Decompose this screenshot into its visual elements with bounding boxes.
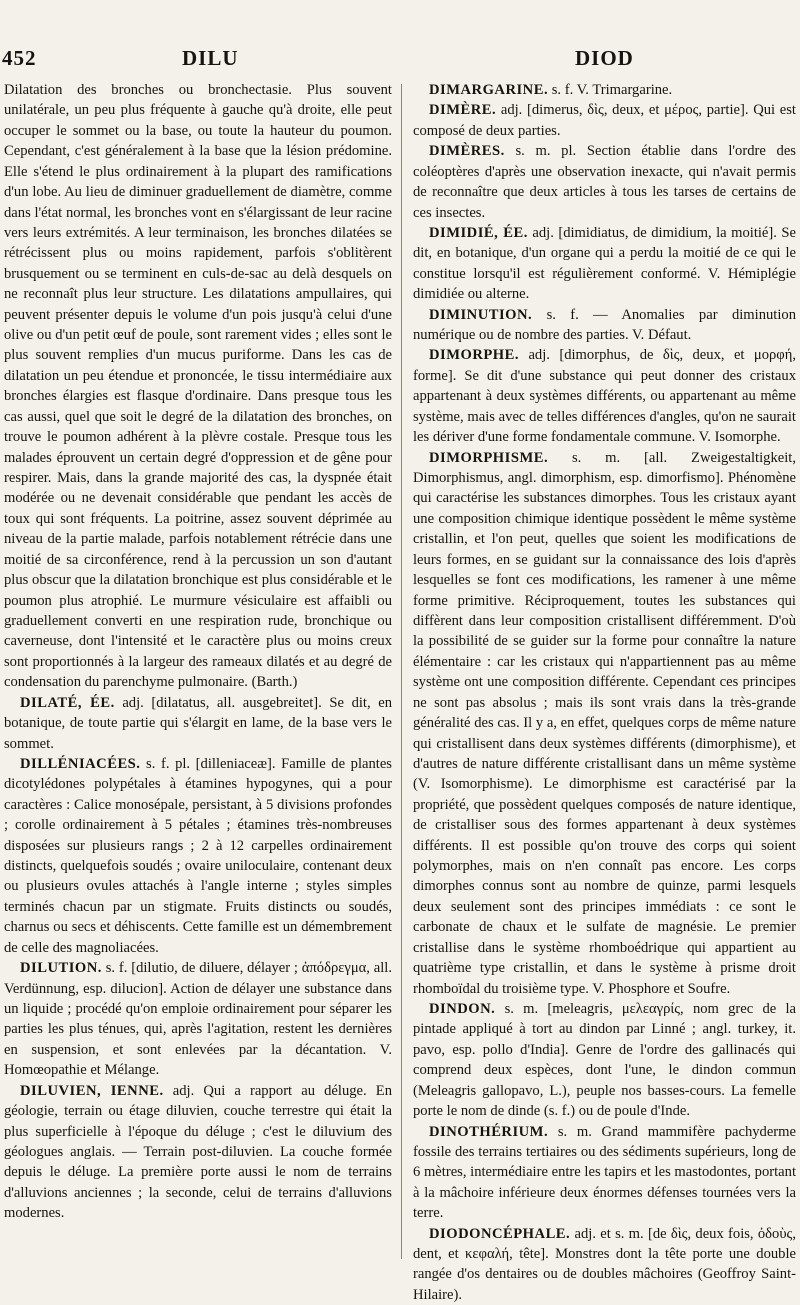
headword: DIMÈRE. [429,102,497,119]
entry-diodoncephale [413,1224,796,1305]
headword: DIMORPHE. [429,347,520,364]
definition: adj. [dimerus, δὶς, deux, et μέρος, partie]. Qui est composé de deux parties. [413,102,796,139]
headword: DIMARGARINE. [429,82,549,98]
entry-dimargarine [413,80,796,100]
headword: DINDON. [429,1000,496,1017]
definition: s. f. pl. [dilleniaceæ]. Famille de plantes dicotylédones polypétales à étamines hypogynes, qui a pour caractères : Calice monosépale, persistant, à 5 divisions profondes ; corolle ordinairement à 5 pétales ; étamines très-nombreuses disposées sur plusieurs rangs ; 2 à 12 carpelles ordinairement distincts, quelquefois soudés ; ovaire uniloculaire, contenant deux ou plusieurs ovules attachés à l'angle interne ; styles simples terminés chacun par un stigmate. Fruits distincts ou soudés, charnus ou secs et déhiscents. Cette famille est un démembrement de celle des magnoliacées. [4,755,392,956]
headword: DILUVIEN, IENNE. [20,1082,164,1099]
entry-dimeres [413,141,796,223]
definition: adj. [dimorphus, de δὶς, deux, et μορφή, forme]. Se dit d'une substance qui peut donner des cristaux appartenant à deux systèmes différents, ou appartenant au même système, mais avec de telles différences d'angles, qu'on ne saurait les dériver d'une forme fondamentale commune. V. Isomorphe. [413,347,796,446]
headword: DIMINUTION. [429,306,533,323]
headword: DIMIDIÉ, ÉE. [429,224,528,241]
guide-word-right: DIOD [575,46,634,70]
entry-dimere [413,100,796,141]
definition: s. m. [meleagris, μελεαγρίς, nom grec de la pintade appliqué à tort au dindon par Linné ; angl. turkey, it. pavo, esp. pollo d'India]. Genre de l'ordre des gallinacés qui comprend deux espèces, dont l'une, le dindon commun (Meleagris gallopavo, L.), peuple nos basses-cours. La femelle porte le nom de dinde (s. f.) ou de poule d'Inde. [413,1000,796,1120]
definition: s. m. pl. Section établie dans l'ordre des coléoptères d'après une observation inexacte, qui n'avait permis de reconnaître que deux articles à tous les tarses de certains de ces insectes. [413,143,796,221]
headword: DILATÉ, ÉE. [20,694,115,711]
definition: s. m. [all. Zweigestaltigkeit, Dimorphismus, angl. dimorphism, esp. dimorfismo]. Phénomène qui caractérise les substances dimorphes. Tous les cristaux ayant une composition chimique identique possèdent le même système cristallin, et l'on peut, quelles que soient les modifications de leurs formes, en se guidant sur la connaissance des lois d'après lesquelles se font ces modifications, les ramener à une même forme primitive. Réciproquement, toutes les substances qui diffèrent dans leur composition cristallisent différemment. D'où la possibilité de se guider sur la forme pour connaître la nature élémentaire : car les cristaux qui n'appartiennent pas au même système ont une composition différente. Cependant ces principes ne sont pas absolus ; mais ils sont vrais dans la très-grande généralité des cas. Il y a, en effet, quelques corps de même nature qui cristallisent dans deux systèmes différents (dimorphisme), et d'autres de nature différente cristallisant dans un même système (V. Isomorphisme). Le dimorphisme est caractérisé par la propriété, que possèdent quelques composés de nature identique, de cristalliser sous des formes appartenant à deux systèmes différents. Il est possible qu'on trouve des corps qui soient polymorphes, mais on n'en connaît pas encore. Les corps dimorphes connus sont au nombre de quinze, parmi lesquels deux seulement sont des principes immédiats : ce sont le carbonate de chaux et le sulfate de magnésie. Le premier cristallise dans le système rhomboédrique qui appartient au quatrième type cristallin, et dans le système à prisme droit rhomboïdal du troisième type. V. Phosphore et Soufre. [413,449,796,997]
definition: adj. [dimidiatus, de dimidium, la moitié]. Se dit, en botanique, d'un organe qui a perdu la moitié de ce qui le constitue lorsqu'il est régulièrement conformé. V. Hémiplégie dimidiée ou alterne. [413,224,797,303]
headword: DIMORPHISME. [429,449,549,466]
definition: adj. [dilatatus, all. ausgebreitet]. Se dit, en botanique, de toute partie qui s'élargit en lame, de la base vers le sommet. [4,694,392,752]
entry-dilate [4,693,392,754]
entry-dilleniacees [4,754,392,958]
running-header [0,46,800,76]
headword: DILLÉNIACÉES. [20,755,141,772]
entry-dimidie [413,223,796,305]
definition: adj. et s. m. [de δὶς, deux fois, ὀδοὺς, dent, et κεφαλή, tête]. Monstres dont la tête porte une double rangée d'os dentaires ou de doubles mâchoires (Geoffroy Saint-Hilaire). [413,1225,796,1303]
entry-dimorphe [413,345,796,447]
entry-dimorphisme [413,448,796,999]
entry-diminution [413,305,796,346]
definition: s. f. V. Trimargarine. [548,82,673,98]
headword: DINOTHÉRIUM. [429,1123,549,1140]
page-number: 452 [2,46,37,70]
headword: DIMÈRES. [429,143,505,160]
guide-word-left: DILU [182,46,239,70]
headword: DIODONCÉPHALE. [429,1225,571,1242]
entry-dinotherium [413,1122,796,1224]
definition: s. m. Grand mammifère pachyderme fossile des terrains tertiaires ou des sédiments supérieurs, long de 6 mètres, intermédiaire entre les tapirs et les mastodontes, portant à la mâchoire inférieure deux énormes défenses tournées vers la terre. [413,1123,796,1222]
left-column [4,80,392,1270]
definition: s. f. [dilutio, de diluere, délayer ; ἀπόδρεγμα, all. Verdünnung, esp. dilucion]. Action de délayer une substance dans un liquide ; procédé qu'on emploie ordinairement pour séparer les parties les plus ténues, qui, après l'agitation, restent les dernières en suspension, et sont enlevées par la décantation. V. Homœopathie et Mélange. [4,960,392,1079]
entry-dindon [413,999,796,1122]
entry-diluvien [4,1081,392,1224]
column-divider [401,84,402,1259]
right-column [413,80,797,1303]
entry-dilution [4,958,392,1081]
definition: s. f. — Anomalies par diminution numérique ou de nombre des parties. V. Défaut. [413,306,796,344]
entry-continuation-bronches: Dilatation des bronches ou bronchectasie. Plus souvent unilatérale, un peu plus fréquente à gauche qu'à droite, elle peut occuper le sommet ou la base, ou toute la hauteur du poumon. Cependant, c'est généralement à la base que la lésion prédomine. Elle s'étend le plus ordinairement à la plupart des ramifications d'un lobe. Au lieu de diminuer graduellement de diamètre, comme dans l'état normal, les bronches vont en s'élargissant de leur racine vers leurs extrémités. A leur terminaison, les bronches dilatées se rétrécissent plus ou moins rapidement, parfois s'oblitèrent brusquement ou se terminent en culs-de-sac au delà desquels on ne reconnaît plus leur structure. Les dilatations ampullaires, qui peuvent présenter depuis le volume d'un pois jusqu'à celui d'une olive ou d'un petit œuf de poule, sont rarement vides ; elles sont le plus souvent remplies d'un mucus puriforme. Dans les cas de dilatation un peu étendue et prononcée, le tissu intermédiaire aux bronches élargies est flasque d'ordinaire. Dans presque tous les cas aussi, quel que soit le degré de la dilatation des bronches, on trouve le poumon adhérent à la plèvre costale. Presque tous les malades éprouvent un certain degré d'oppression et de gêne pour respirer. Mais, dans la grande majorité des cas, la dyspnée était modérée ou ne devenait considérable que pendant les accès de toux qui sont fréquents. La poitrine, assez souvent déprimée au niveau de la partie malade, parfois notablement rétrécie dans une moitié de sa circonférence, rend à la percussion un son d'autant plus obscur que la dilatation bronchique est plus considérable et le poumon plus atrophié. Le murmure vésiculaire est affaibli ou graduellement converti en une respiration rude, bronchique ou caverneuse, dont l'intensité et le caractère plus ou moins creux sont proportionnés à la largeur des rameaux dilatés et au degré de condensation du parenchyme pulmonaire. (Barth.) [4,82,392,691]
headword: DILUTION. [20,960,102,977]
definition: adj. Qui a rapport au déluge. En géologie, terrain ou étage diluvien, couche terrestre qui était la plus superficielle à l'époque du déluge ; c'est le diluvium des géologues anglais. — Terrain post-diluvien. La couche formée depuis le déluge. La première porte aussi le nom de terrains d'alluvions anciennes ; la seconde, celui de terrains d'alluvions modernes. [4,1082,393,1222]
